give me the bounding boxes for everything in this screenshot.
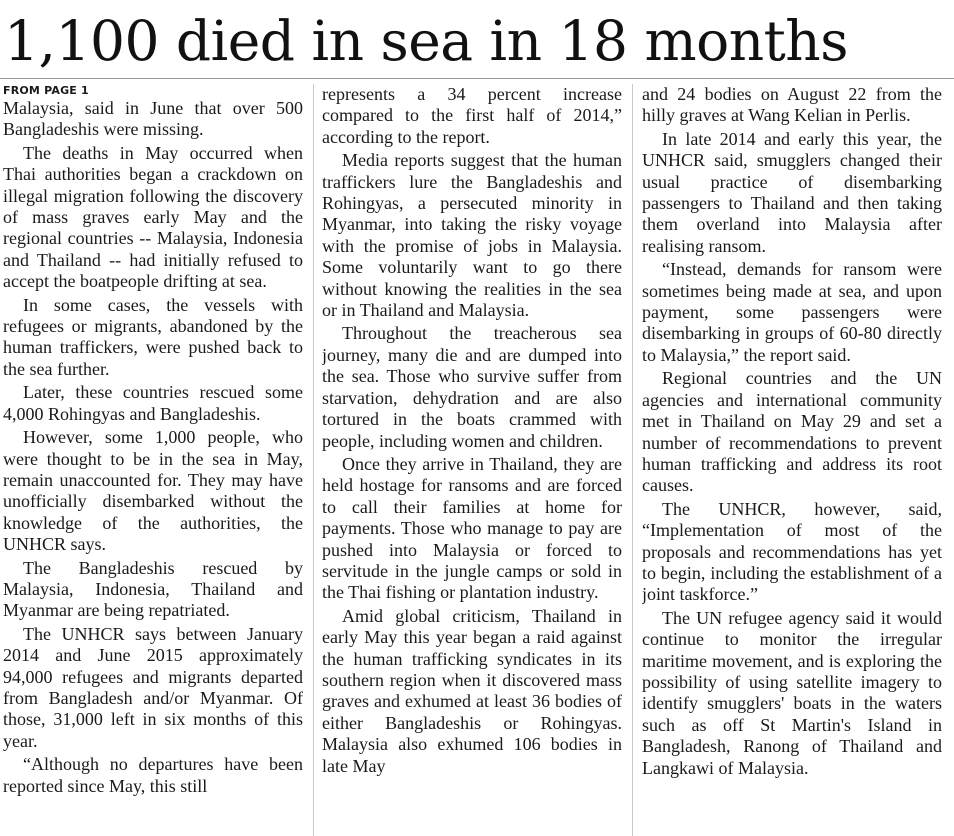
paragraph: However, some 1,000 people, who were thought to be in the sea in May, remain unaccounted for. They may have unofficially disembarked without the knowledge of the authorities, the UNHCR says.: [3, 427, 303, 555]
paragraph: In late 2014 and early this year, the UNHCR said, smugglers changed their usual practice of disembarking passengers to Thailand and then taking them overland into Malaysia after realising ransom.: [642, 128, 942, 256]
paragraph: The deaths in May occurred when Thai authorities began a crackdown on illegal migration following the discovery of mass graves early May and the regional countries -- Malaysia, Indonesia and Thailand -- had initially refused to accept the boatpeople drifting at sea.: [3, 142, 303, 292]
paragraph: Amid global criticism, Thailand in early May this year began a raid against the human trafficking syndicates in its southern region when it discovered mass graves and exhumed at least 36 bodies of either Bangladeshis or Rohingyas. Malaysia also exhumed 106 bodies in late May: [322, 605, 622, 776]
paragraph: Regional countries and the UN agencies and international community met in Thailand on May 29 and set a number of recommendations to prevent human trafficking and address its root causes.: [642, 368, 942, 496]
continuation-kicker: FROM PAGE 1: [3, 84, 89, 97]
column-divider: [632, 84, 633, 836]
paragraph: The UN refugee agency said it would continue to monitor the irregular maritime movement, and is exploring the possibility of using satellite imagery to identify smugglers' boats in the waters such as off St Martin's Island in Bangladesh, Ranong of Thailand and Langkawi of Malaysia.: [642, 607, 942, 778]
headline: 1,100 died in sea in 18 months: [4, 9, 848, 73]
paragraph: The UNHCR says between January 2014 and June 2015 approximately 94,000 refugees and migrants departed from Bangladesh and/or Myanmar. Of those, 31,000 left in six months of this year.: [3, 623, 303, 751]
paragraph: “Instead, demands for ransom were sometimes being made at sea, and upon payment, some passengers were disembarking in groups of 60-80 directly to Malaysia,” the report said.: [642, 259, 942, 365]
paragraph: Malaysia, said in June that over 500 Bangladeshis were missing.: [3, 98, 303, 140]
paragraph: “Although no departures have been reported since May, this still: [3, 754, 303, 796]
paragraph: and 24 bodies on August 22 from the hilly graves at Wang Kelian in Perlis.: [642, 84, 942, 126]
paragraph: represents a 34 percent increase compared to the first half of 2014,” according to the report.: [322, 84, 622, 147]
column-divider: [313, 84, 314, 836]
paragraph: The Bangladeshis rescued by Malaysia, Indonesia, Thailand and Myanmar are being repatriated.: [3, 557, 303, 621]
article-column-3: [642, 84, 942, 836]
paragraph: Media reports suggest that the human traffickers lure the Bangladeshis and Rohingyas, a persecuted minority in Myanmar, into taking the risky voyage with the promise of jobs in Malaysia. Some voluntarily want to go there without knowing the realities in the sea or in Thailand and Malaysia.: [322, 150, 622, 321]
paragraph: Throughout the treacherous sea journey, many die and are dumped into the sea. Those who survive suffer from starvation, dehydration and are also tortured in the boats crammed with people, including women and children.: [322, 323, 622, 451]
paragraph: The UNHCR, however, said, “Implementation of most of the proposals and recommendations has yet to begin, including the establishment of a joint taskforce.”: [642, 498, 942, 605]
paragraph: Once they arrive in Thailand, they are held hostage for ransoms and are forced to call their families at home for payments. Those who manage to pay are pushed into Malaysia or forced to servitude in the jungle camps or sold in the Thai fishing or plantation industry.: [322, 453, 622, 603]
article-column-1: [3, 84, 303, 836]
headline-rule: [0, 78, 954, 79]
article-column-2: [322, 84, 622, 836]
paragraph: In some cases, the vessels with refugees or migrants, abandoned by the human traffickers, were pushed back to the sea further.: [3, 294, 303, 379]
paragraph: Later, these countries rescued some 4,000 Rohingyas and Bangladeshis.: [3, 382, 303, 424]
